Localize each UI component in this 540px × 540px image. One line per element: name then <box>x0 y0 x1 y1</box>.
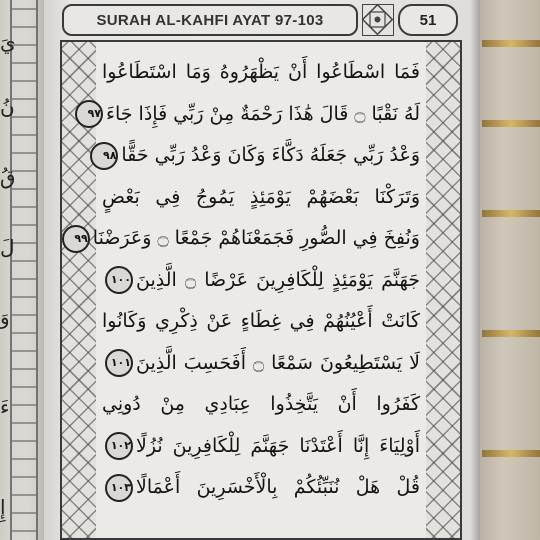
verse-text: أَوْلِيَاءَ إِنَّا أَعْتَدْنَا جَهَنَّمَ لِلْكَافِرِينَ نُزُلًا <box>136 434 420 457</box>
verse-line <box>102 260 420 302</box>
page-number-badge <box>398 4 458 36</box>
verse-line <box>102 301 420 343</box>
verse-line <box>102 343 420 385</box>
left-page-glyph: نُ <box>0 95 15 119</box>
verse-text: وَعْدُ رَبِّي جَعَلَهُ دَكَّاءَ وَكَانَ وَعْدُ رَبِّي حَقًّا <box>121 144 420 166</box>
left-facing-page <box>0 0 44 540</box>
ayah-number-marker: ٩٨ <box>90 142 118 170</box>
surah-title: SURAH AL-KAHFI AYAT 97-103 <box>96 11 324 29</box>
gilded-edge <box>482 450 540 457</box>
verse-lines <box>74 52 421 532</box>
gilded-edge <box>482 330 540 337</box>
ayah-number-marker: ١٠٣ <box>105 474 133 502</box>
verse-text: وَنُفِخَ فِي الصُّورِ فَجَمَعْنَاهُمْ جَمْعًا ۝ وَعَرَضْنَا <box>92 227 420 249</box>
ayah-number-marker: ٩٧ <box>75 100 103 128</box>
left-page-glyph: قُ <box>0 165 16 189</box>
page-number: 51 <box>419 11 437 29</box>
left-page-glyph: ءَ <box>0 395 10 419</box>
left-page-glyph: لَ <box>0 235 15 259</box>
verse-line <box>74 218 420 260</box>
ayah-number-marker: ٩٩ <box>62 225 90 253</box>
surah-header <box>62 4 358 36</box>
verse-line <box>102 384 420 426</box>
background-book-stack <box>478 0 540 540</box>
left-page-glyph: وَ <box>0 305 10 329</box>
left-page-border <box>10 0 38 540</box>
ornament-icon <box>362 4 394 36</box>
verse-text: لَا يَسْتَطِيعُونَ سَمْعًا ۝ أَفَحَسِبَ الَّذِينَ <box>136 351 421 374</box>
verse-text: كَفَرُوا أَنْ يَتَّخِذُوا عِبَادِي مِنْ دُونِي <box>102 393 420 415</box>
right-ornament-border <box>425 42 460 538</box>
gilded-edge <box>482 210 540 217</box>
verse-text-area <box>74 42 426 538</box>
left-page-glyph: إِ <box>0 495 6 519</box>
gilded-edge <box>482 40 540 47</box>
verse-line <box>102 426 420 468</box>
verse-line <box>102 177 420 219</box>
gilded-edge <box>482 120 540 127</box>
verse-text: كَانَتْ أَعْيُنُهُمْ فِي غِطَاءٍ عَنْ ذِكْرِي وَكَانُوا <box>102 310 420 332</box>
verse-text: فَمَا اسْطَاعُوا أَنْ يَظْهَرُوهُ وَمَا اسْتَطَاعُوا <box>102 61 420 83</box>
ayah-number-marker: ١٠٠ <box>105 266 133 294</box>
verse-text: لَهُ نَقْبًا ۝ قَالَ هَٰذَا رَحْمَةٌ مِنْ رَبِّي فَإِذَا جَاءَ <box>106 102 420 125</box>
verse-text: جَهَنَّمَ يَوْمَئِذٍ لِلْكَافِرِينَ عَرْضًا ۝ الَّذِينَ <box>136 268 420 291</box>
ayah-number-marker: ١٠١ <box>105 349 133 377</box>
ayah-number-marker: ١٠٢ <box>105 432 133 460</box>
verse-text: وَتَرَكْنَا بَعْضَهُمْ يَوْمَئِذٍ يَمُوجُ فِي بَعْضٍ <box>102 185 420 208</box>
ornamental-frame <box>60 40 462 540</box>
left-page-glyph: يَ <box>0 30 16 54</box>
verse-line <box>102 52 420 94</box>
verse-line <box>87 94 420 136</box>
verse-line <box>102 135 420 177</box>
page-shadow <box>470 0 480 540</box>
quran-page <box>44 0 480 540</box>
verse-line <box>102 467 420 509</box>
verse-text: قُلْ هَلْ نُنَبِّئُكُمْ بِالْأَخْسَرِينَ أَعْمَالًا <box>136 476 420 498</box>
